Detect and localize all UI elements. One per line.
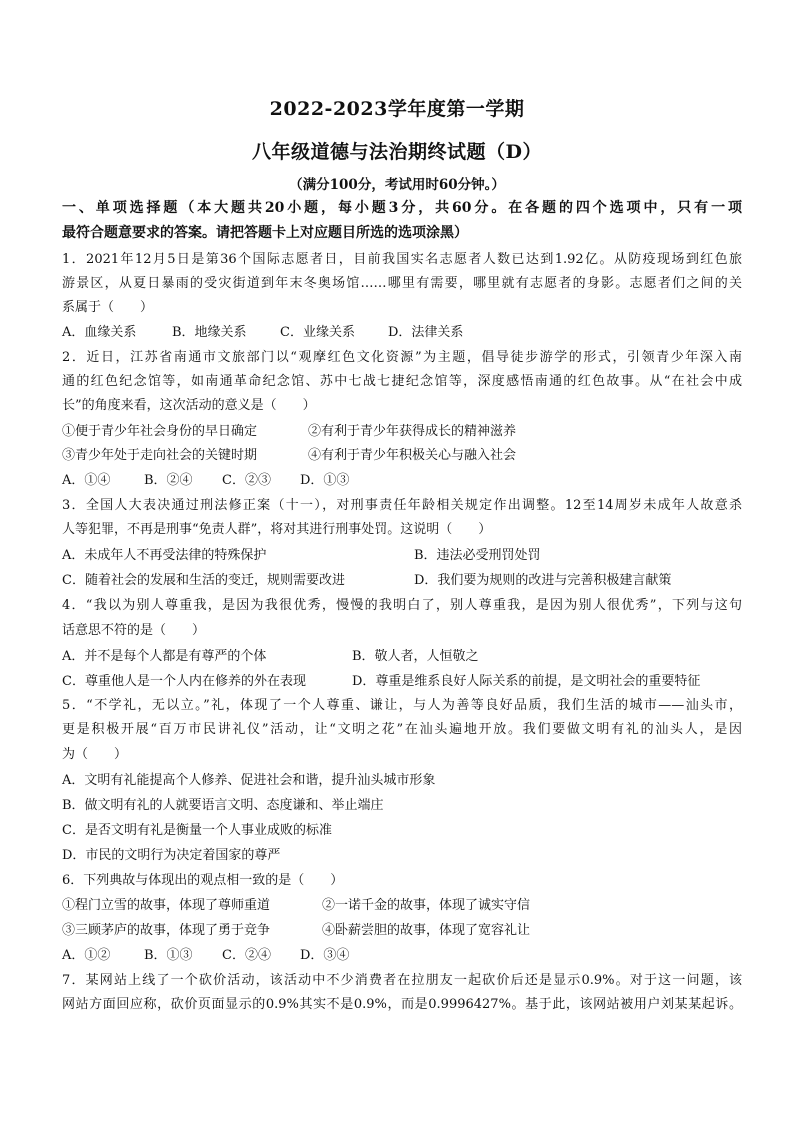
q2-item-3: ③青少年处于走向社会的关键时期	[62, 448, 258, 463]
q3-option-d: D．我们要为规则的改进与完善积极建言献策	[414, 573, 672, 588]
q7-stem-line2: 网站方面回应称，砍价页面显示的0.9%其实不是0.9%，而是0.9996427%。基于此，该网站被用户刘某某起诉。	[62, 997, 742, 1012]
q6-item-4: ④卧薪尝胆的故事，体现了宽容礼让	[322, 923, 531, 938]
exam-title: 八年级道德与法治期终试题（D）	[252, 141, 542, 163]
q7-stem-line1: 7．某网站上线了一个砍价活动，该活动中不少消费者在拉朋友一起砍价后还是显示0.9%。对于这一问题，该	[62, 973, 742, 988]
q6-option-d: D．③④	[300, 948, 350, 963]
q5-option-b: B．做文明有礼的人就要语言文明、态度谦和、举止端庄	[62, 798, 384, 813]
q4-option-d: D．尊重是维系良好人际关系的前提，是文明社会的重要特征	[352, 674, 701, 689]
year-term-title: 2022-2023学年度第一学期	[269, 98, 525, 120]
q3-option-c: C．随着社会的发展和生活的变迁，规则需要改进	[62, 573, 345, 588]
q5-stem-line3: 为（ ）	[62, 747, 128, 762]
q6-item-3: ③三顾茅庐的故事，体现了勇于竞争	[62, 923, 271, 938]
q5-option-d: D．市民的文明行为决定着国家的尊严	[62, 848, 281, 863]
q6-item-1: ①程门立雪的故事，体现了尊师重道	[62, 898, 271, 913]
q1-option-c: C．业缘关系	[280, 325, 355, 340]
q5-stem-line2: 更是积极开展“百万市民讲礼仪”活动，让“文明之花”在汕头遍地开放。我们要做文明有礼的汕头人，是因	[62, 722, 742, 737]
q6-stem-line1: 6．下列典故与体现出的观点相一致的是（ ）	[62, 873, 344, 888]
q2-stem-line1: 2．近日，江苏省南通市文旅部门以“观摩红色文化资源”为主题，倡导徒步游学的形式，引领青少年深入南	[62, 350, 742, 365]
q3-stem-line1: 3．全国人大表决通过刑法修正案（十一），对刑事责任年龄相关规定作出调整。12至14周岁未成年人故意杀	[62, 498, 742, 513]
q1-stem-line1: 1．2021年12月5日是第36个国际志愿者日，目前我国实名志愿者人数已达到1.92亿。从防疫现场到红色旅	[62, 252, 742, 267]
section-heading-line2: 最符合题意要求的答案。请把答题卡上对应题目所选的选项涂黑）	[62, 225, 468, 241]
q4-option-c: C．尊重他人是一个人内在修养的外在表现	[62, 674, 306, 689]
q1-option-b: B．地缘关系	[172, 325, 247, 340]
q6-option-b: B．①③	[144, 948, 193, 963]
q4-option-b: B．敬人者，人恒敬之	[352, 649, 479, 664]
q2-item-4: ④有利于青少年积极关心与融入社会	[308, 448, 517, 463]
q3-option-b: B．违法必受刑罚处罚	[414, 548, 541, 563]
q2-option-d: D．①③	[300, 473, 350, 488]
q2-item-1: ①便于青少年社会身份的早日确定	[62, 424, 258, 439]
q1-option-a: A．血缘关系	[62, 325, 137, 340]
q4-option-a: A．并不是每个人都是有尊严的个体	[62, 649, 267, 664]
q6-item-2: ②一诺千金的故事，体现了诚实守信	[322, 898, 531, 913]
section-heading-line1: 一、单项选择题（本大题共20小题，每小题3分，共60分。在各题的四个选项中，只有一项	[62, 200, 742, 216]
exam-info: （满分100分，考试用时60分钟。）	[289, 177, 505, 193]
q1-option-d: D．法律关系	[388, 325, 464, 340]
q5-stem-line1: 5．“不学礼，无以立。”礼，体现了一个人尊重、谦让，与人为善等良好品质，我们生活的城市——汕头市，	[62, 698, 742, 713]
q2-option-a: A．①④	[62, 473, 111, 488]
q4-stem-line1: 4．“我以为别人尊重我，是因为我很优秀，慢慢的我明白了，别人尊重我，是因为别人很优秀”，下列与这句	[62, 598, 742, 613]
q3-option-a: A．未成年人不再受法律的特殊保护	[62, 548, 267, 563]
q6-option-c: C．②④	[222, 948, 271, 963]
q1-stem-line3: 系属于（ ）	[62, 300, 154, 315]
q3-stem-line2: 人等犯罪，不再是刑事“免责人群”，将对其进行刑事处罚。这说明（ ）	[62, 522, 492, 537]
q1-stem-line2: 游景区，从夏日暴雨的受灾街道到年末冬奥场馆……哪里有需要，哪里就有志愿者的身影。志愿者们之间的关	[62, 276, 742, 291]
q2-item-2: ②有利于青少年获得成长的精神滋养	[308, 424, 517, 439]
q2-option-b: B．②④	[144, 473, 193, 488]
q2-stem-line2: 通的红色纪念馆等，如南通革命纪念馆、苏中七战七捷纪念馆等，深度感悟南通的红色故事。从“在社会中成	[62, 374, 742, 389]
q5-option-a: A．文明有礼能提高个人修养、促进社会和谐，提升汕头城市形象	[62, 773, 436, 788]
q5-option-c: C．是否文明有礼是衡量一个人事业成败的标准	[62, 823, 332, 838]
q2-stem-line3: 长”的角度来看，这次活动的意义是（ ）	[62, 398, 316, 413]
q2-option-c: C．②③	[222, 473, 271, 488]
q6-option-a: A．①②	[62, 948, 111, 963]
q4-stem-line2: 话意思不符的是（ ）	[62, 623, 206, 638]
